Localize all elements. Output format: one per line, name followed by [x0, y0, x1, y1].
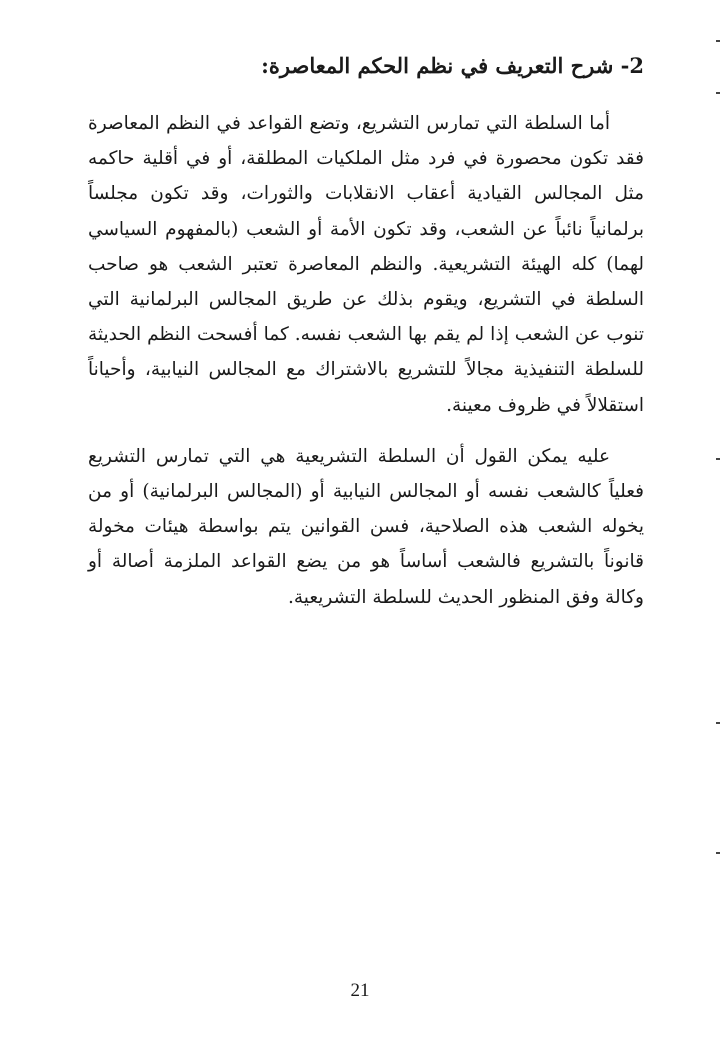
scan-edge-mark: [716, 458, 720, 460]
scan-edge-mark: [716, 92, 720, 94]
paragraph-2: عليه يمكن القول أن السلطة التشريعية هي التي تمارس التشريع فعلياً كالشعب نفسه أو المجالس النيابية أو (المجالس البرلمانية) أو من يخوله الشعب هذه الصلاحية، فسن القوانين يتم بواسطة هيئات مخولة قانوناً بالتشريع فالشعب أساساً هو من يضع القواعد الملزمة أصالة أو وكالة وفق المنظور الحديث للسلطة التشريعية.: [88, 445, 644, 608]
section-heading: 2- شرح التعريف في نظم الحكم المعاصرة:: [261, 53, 644, 78]
paragraph-1: أما السلطة التي تمارس التشريع، وتضع القواعد في النظم المعاصرة فقد تكون محصورة في فرد مثل الملكيات المطلقة، أو في أقلية حاكمه مثل المجالس القيادية أعقاب الانقلابات والثورات، وقد تكون مجلساً برلمانياً نائباً عن الشعب، وقد تكون الأمة أو الشعب (بالمفهوم السياسي لهما) كله الهيئة التشريعية. والنظم المعاصرة تعتبر الشعب هو صاحب السلطة في التشريع، ويقوم بذلك عن طريق المجالس البرلمانية التي تنوب عن الشعب إذا لم يقم بها الشعب نفسه. كما أفسحت النظم الحديثة للسلطة التنفيذية مجالاً للتشريع بالاشتراك مع المجالس النيابية، وأحياناً استقلالاً في ظروف معينة.: [88, 113, 644, 416]
scan-edge-mark: [716, 852, 720, 854]
page-number: 21: [350, 980, 370, 1001]
scan-edge-mark: [716, 40, 720, 42]
scan-edge-mark: [716, 722, 720, 724]
page-content: [88, 46, 644, 631]
